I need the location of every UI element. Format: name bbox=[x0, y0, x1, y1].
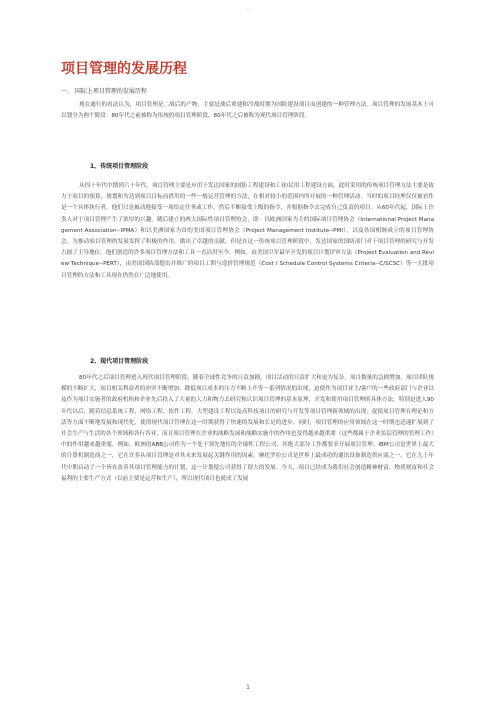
header-mark: . bbox=[247, 4, 249, 11]
subsection-heading-modern: 2、现代项目管理阶段 bbox=[90, 358, 149, 365]
traditional-paragraph: 从四十年代中期到六十年代，项目管理主要是应用于发达国家的国防工程建设和工业/民用工程建设方面。此时采用的传统项目管理方法主要是致力于项目的预算、规划和为达到项目目标而借用的一些一般运营管理的方法，在相对较小的范围内所开展的一种管理活动。当时的项目经理仅仅被看作是一个具体执行者，他们只是被动地接受一项给定任务或工作，然后不断接受上级的指令，并根据指令去完成自己负责的项目。从60年代起，国际上许多人对于项目管理产生了浓厚的兴趣。随后建立的两大国际性项目管理协会，即：以欧洲国家为主的国际项目管理协会（International Project Management Association--IPMA）和以美洲国家为首的美国项目管理协会（Project Management Institute--PMI），以及各国相继成立的项目管理协会，为推动项目管理的发展发挥了积极的作用，做出了卓越的贡献。但是在这一传统项目管理阶段中，发达国家的国防部门对于项目管理的研究与开发占据了主导地位，他们创造的许多项目管理方法和工具一直沿用至今。例如，由美国空军最早开发的项目计划评审方法（Project Evaluation and Review Technique--PERT），由美国国防部提出并推广的项目工期与造价管理规范（Cost / Schedule Control Systems Criteria--C/SCSC）等一大批项目管理的方法和工具现在仍然在广泛地使用。 bbox=[61, 183, 434, 279]
page-number: 1 bbox=[246, 684, 250, 691]
section-heading: 一、 国际上项目管理的发展历程 bbox=[61, 88, 147, 95]
document-title: 项目管理的发展历程 bbox=[61, 61, 187, 77]
intro-paragraph: 现在通行的看法认为，项目管理是二战后的产物，主要是战后重建和冷战时期为国防建设项目而创建的一种管理方法。项目管理的发展基本上可以划分为两个阶段：80年代之前被称为传统的项目管理阶段，80年代之后被称为现代项目管理阶段。 bbox=[61, 102, 434, 120]
modern-paragraph: 80年代之后项目管理进入现代项目管理阶段，随着全球性竞争的日益加剧，项目活动的日益扩大和更为复杂，项目数量的急剧增加，项目团队规模的不断扩大，项目相关利益者的冲突不断增加，降低项目成本的压力不断上升等一系列情况的出现，迫使作为项目业主/客户的一些政府部门与企业以及作为项目实施者的政府机构和企业先后投入了大量的人力和物力去研究和认识项目管理的基本原理，开发和使用项目管理的具体方法。特别是进入90年代以后，随着信息系统工程、网络工程、软件工程、大型建设工程以及高科技项目的研究与开发等项目管理新领域的出现，促使项目管理在理论和方法等方面不断地发展和现代化，使得现代项目管理在这一时期获得了快速的发展和长足的进步。同时，项目管理的应用领域在这一时期也迅速扩展到了社会生产与生活的各个领域和各行各业，而且项目管理在企业的战略发展和战略实施中的作用也变得越来越重要（这些都属于企业负层管理的管理工作）中的作用越来越重要。例如，欧洲的ABB公司作为一个处于领先地位的全球性工程公司，其绝大部分工作都要求开展项目管理；IBM公司是世界上最大的计算机制造商之一，它在许多从项目管理是对其未来发展起关键作用的因素，摩托罗拉公司是世界上最成功的通讯设备制造供应商之一，它在九十年代中期启动了一个旨在改善其项目管理能力的计划，这一计划使公司获得了很大的发展。今天，项目已经成为我们社会创造精神财富、物质财富和社会福利的主要生产方式（以前主要是运营和生产），所以现代项目也就成了发展 bbox=[61, 375, 434, 482]
subsection-heading-traditional: 1、传统项目管理阶段 bbox=[90, 163, 149, 170]
